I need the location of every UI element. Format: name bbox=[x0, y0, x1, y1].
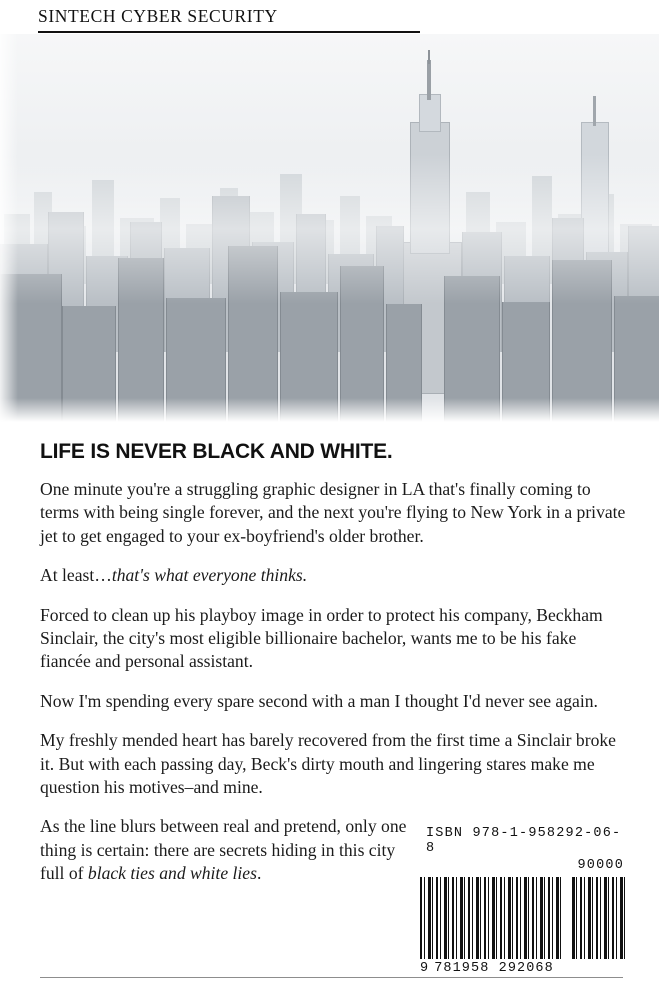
imprint-name: SINTECH CYBER SECURITY bbox=[38, 6, 278, 26]
photo-left-fade bbox=[0, 34, 18, 424]
back-cover-blurb bbox=[40, 440, 630, 885]
blurb-paragraph-6-italic: black ties and white lies bbox=[87, 863, 257, 884]
blurb-paragraph-2 bbox=[40, 564, 630, 587]
barcode-digits-rest: 781958 292068 bbox=[434, 961, 554, 976]
barcode-digits-lead: 9 bbox=[420, 961, 430, 976]
blurb-paragraph-6-plain-b: . bbox=[256, 863, 262, 884]
footer-divider bbox=[40, 977, 623, 978]
imprint-header bbox=[38, 6, 621, 33]
blurb-paragraph-2-italic: that's what everyone thinks. bbox=[111, 565, 308, 586]
photo-bottom-fade bbox=[0, 398, 659, 424]
isbn-label: ISBN 978-1-958292-06-8 bbox=[426, 826, 622, 856]
cityscape-photo bbox=[0, 34, 659, 424]
atmospheric-haze bbox=[0, 154, 659, 304]
blurb-paragraph-6 bbox=[40, 815, 420, 885]
blurb-paragraph-6-plain-a: As the line blurs between real and pretend, only one thing is certain: there are secrets hiding in this city full of bbox=[40, 816, 407, 884]
blurb-paragraph-1: One minute you're a struggling graphic designer in LA that's finally coming to terms with being single forever, and the next you're flying to New York in a private jet to get engaged to your ex-boyfriend's older brother. bbox=[40, 479, 626, 546]
barcode-digits bbox=[420, 961, 626, 976]
barcode-bars bbox=[420, 877, 626, 959]
barcode-block bbox=[420, 826, 626, 976]
blurb-paragraph-5: My freshly mended heart has barely recovered from the first time a Sinclair broke it. But with each passing day, Beck's dirty mouth and lingering stares make me question his motives–and mine. bbox=[40, 730, 616, 797]
blurb-paragraph-4: Now I'm spending every spare second with a man I thought I'd never see again. bbox=[40, 690, 598, 711]
blurb-paragraph-3: Forced to clean up his playboy image in order to protect his company, Beckham Sinclair, the city's most eligible billionaire bachelor, wants me to be his fake fiancée and personal assistant. bbox=[40, 604, 603, 672]
tagline: LIFE IS NEVER BLACK AND WHITE. bbox=[40, 440, 393, 463]
price-code: 90000 bbox=[577, 858, 624, 873]
blurb-paragraph-2-plain: At least… bbox=[40, 565, 112, 586]
imprint-divider bbox=[38, 31, 420, 33]
